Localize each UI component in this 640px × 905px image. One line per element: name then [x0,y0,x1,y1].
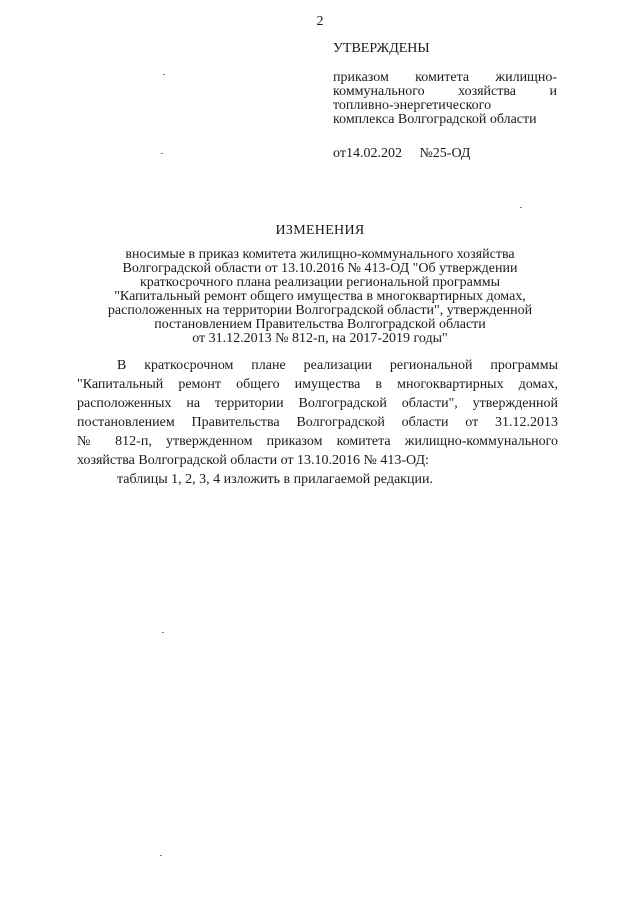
scan-speck [161,153,163,154]
document-subtitle [70,248,570,346]
approval-line: топливно-энергетического [333,98,492,113]
document-body [77,356,558,489]
approval-line: комплекса Волгоградской области [333,112,537,127]
scan-speck [160,855,162,856]
approval-title: УТВЕРЖДЕНЫ [333,41,430,56]
subtitle-line: расположенных на территории Волгоградской области", утвержденной [107,303,533,318]
subtitle-line: постановлением Правительства Волгоградской области [154,317,486,332]
body-line: хозяйства Волгоградской области от 13.10.2016 № 413-ОД: [77,453,429,468]
order-number: №25-ОД [419,146,471,161]
approval-block [333,42,557,127]
body-line: В краткосрочном плане реализации региональной программы [117,358,558,373]
scan-speck [162,632,164,633]
order-date-line [333,146,470,162]
subtitle-line: от 31.12.2013 № 812-п, на 2017-2019 годы" [192,331,448,346]
scan-speck [163,74,165,75]
subtitle-line: "Капитальный ремонт общего имущества в многоквартирных домах, [114,289,526,304]
approval-line: коммунального хозяйства и [333,84,557,99]
body-line: № 812-п, утвержденном приказом комитета жилищно-коммунального [77,434,558,449]
body-line: расположенных на территории Волгоградской области", утвержденной [77,396,558,411]
document-title: ИЗМЕНЕНИЯ [275,223,365,238]
subtitle-line: краткосрочного плана реализации региональной программы [139,275,500,290]
subtitle-line: Волгоградской области от 13.10.2016 № 413-ОД "Об утверждении [122,261,518,276]
date-prefix: от [333,146,346,161]
order-date: 14.02.202 [345,146,402,161]
scan-speck [520,207,522,208]
body-line: постановлением Правительства Волгоградской области от 31.12.2013 [77,415,558,430]
page-number: 2 [316,14,324,29]
approval-line: приказом комитета жилищно- [333,70,557,85]
subtitle-line: вносимые в приказ комитета жилищно-коммунального хозяйства [125,247,515,262]
body-line: "Капитальный ремонт общего имущества в многоквартирных домах, [77,377,558,392]
body-line: таблицы 1, 2, 3, 4 изложить в прилагаемой редакции. [117,472,433,487]
